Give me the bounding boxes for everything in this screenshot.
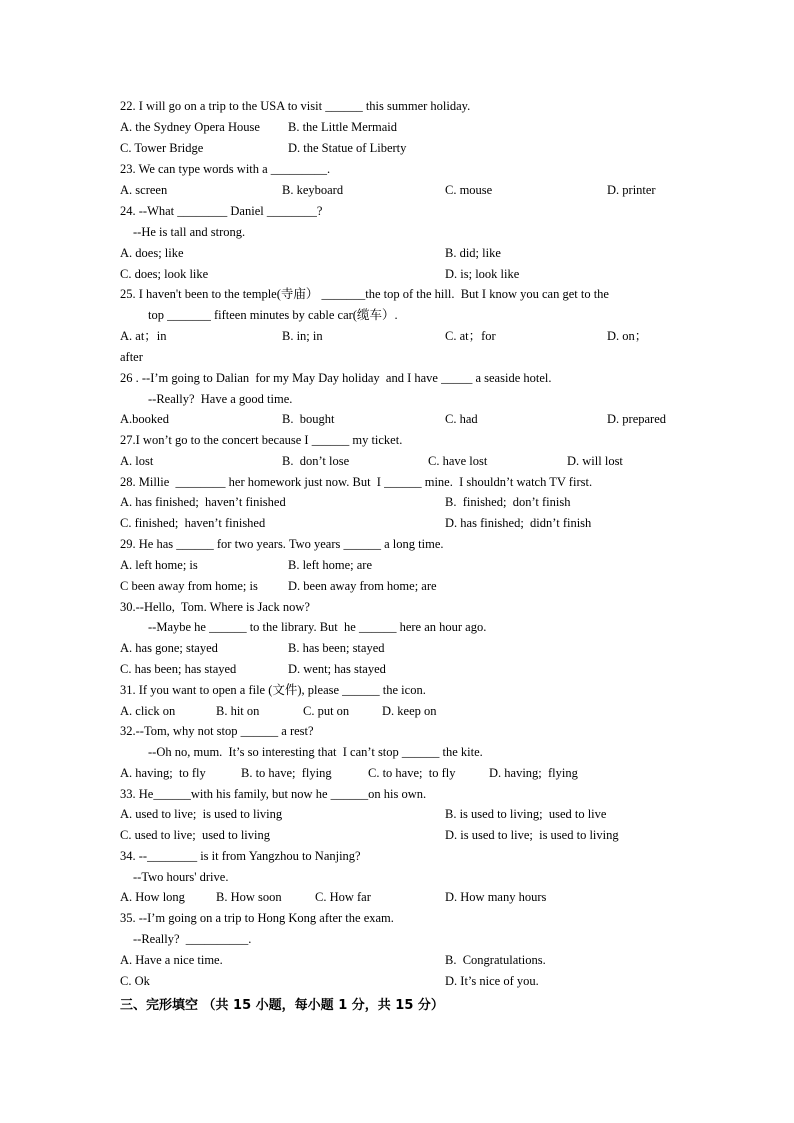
answer-option: A. click on: [120, 704, 176, 718]
answer-option: B. finished; don’t finish: [445, 495, 571, 509]
answer-option: A. used to live; is used to living: [120, 807, 283, 821]
answer-option: B. to have; flying: [241, 766, 332, 780]
answer-option: B. has been; stayed: [288, 641, 385, 655]
answer-option: A. Have a nice time.: [120, 953, 223, 967]
question-text: 24. --What ________ Daniel ________?: [120, 204, 323, 218]
answer-option: B. bought: [282, 412, 335, 426]
answer-option: C. to have; to fly: [368, 766, 456, 780]
answer-option: A. having; to fly: [120, 766, 206, 780]
answer-option: B. the Little Mermaid: [288, 120, 398, 134]
answer-option: C. mouse: [445, 183, 493, 197]
question-text: 22. I will go on a trip to the USA to visit ______ this summer holiday.: [120, 99, 471, 113]
answer-option: C. Tower Bridge: [120, 141, 204, 155]
text-line: [0, 555, 794, 575]
answer-option: A. has finished; haven’t finished: [120, 495, 286, 509]
answer-option: D. will lost: [567, 454, 623, 468]
answer-option: B. How soon: [216, 890, 282, 904]
answer-option: D. on；: [607, 329, 648, 343]
answer-option: B. Congratulations.: [445, 953, 546, 967]
question-text: --Oh no, mum. It’s so interesting that I can’t stop ______ the kite.: [148, 745, 483, 759]
section-heading: [0, 996, 794, 1016]
question-text: 30.--Hello, Tom. Where is Jack now?: [120, 600, 310, 614]
answer-option: B. in; in: [282, 329, 323, 343]
answer-option: B. hit on: [216, 704, 260, 718]
answer-option: C. has been; has stayed: [120, 662, 237, 676]
text-line: [0, 929, 794, 949]
answer-option: D. It’s nice of you.: [445, 974, 539, 988]
text-line: [0, 472, 794, 492]
question-text: 25. I haven't been to the temple(寺庙） _______the top of the hill. But I know you can get to the: [120, 287, 609, 301]
text-line: [0, 368, 794, 388]
answer-option: A. has gone; stayed: [120, 641, 218, 655]
answer-option: C. Ok: [120, 974, 150, 988]
answer-option: C. at；for: [445, 329, 496, 343]
answer-option: B. did; like: [445, 246, 501, 260]
text-line: [0, 867, 794, 887]
answer-option: C. used to live; used to living: [120, 828, 270, 842]
question-text: 31. If you want to open a file (文件), please ______ the icon.: [120, 683, 426, 697]
answer-option: A. left home; is: [120, 558, 198, 572]
text-line: [0, 430, 794, 450]
question-text: 26 . --I’m going to Dalian for my May Day holiday and I have _____ a seaside hotel.: [120, 371, 552, 385]
text-line: [0, 659, 794, 679]
text-line: [0, 96, 794, 116]
answer-option: C. does; look like: [120, 267, 209, 281]
text-line: [0, 763, 794, 783]
answer-option: C been away from home; is: [120, 579, 258, 593]
text-line: [0, 950, 794, 970]
text-line: [0, 409, 794, 429]
text-line: [0, 846, 794, 866]
question-text: 23. We can type words with a _________.: [120, 162, 331, 176]
text-line: [0, 887, 794, 907]
question-text: 29. He has ______ for two years. Two years ______ a long time.: [120, 537, 444, 551]
text-line: [0, 389, 794, 409]
answer-option: B. don’t lose: [282, 454, 350, 468]
text-line: [0, 180, 794, 200]
text-line: [0, 201, 794, 221]
text-line: [0, 908, 794, 928]
question-text: 27.I won’t go to the concert because I ______ my ticket.: [120, 433, 403, 447]
question-text: 33. He______with his family, but now he ______on his own.: [120, 787, 427, 801]
text-line: [0, 138, 794, 158]
answer-option: C. put on: [303, 704, 350, 718]
answer-option: C. finished; haven’t finished: [120, 516, 266, 530]
text-line: [0, 597, 794, 617]
answer-option: D. has finished; didn’t finish: [445, 516, 592, 530]
answer-option: D. the Statue of Liberty: [288, 141, 407, 155]
answer-option: B. is used to living; used to live: [445, 807, 607, 821]
answer-option: D. prepared: [607, 412, 666, 426]
answer-option: C. had: [445, 412, 478, 426]
answer-option: D. How many hours: [445, 890, 547, 904]
answer-option: D. been away from home; are: [288, 579, 437, 593]
section-heading-text: 三、完形填空 （共 15 小题，每小题 1 分，共 15 分）: [120, 998, 444, 1013]
question-text: --Really? __________.: [133, 932, 252, 946]
text-line: [0, 576, 794, 596]
text-line: [0, 347, 794, 367]
answer-option: A. does; like: [120, 246, 184, 260]
text-line: [0, 264, 794, 284]
answer-option: A. the Sydney Opera House: [120, 120, 260, 134]
question-text: 34. --________ is it from Yangzhou to Nanjing?: [120, 849, 361, 863]
text-line: [0, 222, 794, 242]
text-line: [0, 243, 794, 263]
text-line: [0, 451, 794, 471]
question-text: 32.--Tom, why not stop ______ a rest?: [120, 724, 314, 738]
question-text: 35. --I’m going on a trip to Hong Kong after the exam.: [120, 911, 394, 925]
text-line: [0, 326, 794, 346]
answer-option: D. having; flying: [489, 766, 578, 780]
answer-option: D. printer: [607, 183, 656, 197]
question-text: --Maybe he ______ to the library. But he ______ here an hour ago.: [148, 620, 487, 634]
answer-option: A. lost: [120, 454, 154, 468]
text-line: [0, 617, 794, 637]
answer-option: A. How long: [120, 890, 185, 904]
text-line: [0, 305, 794, 325]
answer-option: B. left home; are: [288, 558, 372, 572]
answer-option: D. went; has stayed: [288, 662, 386, 676]
question-text: --Really? Have a good time.: [148, 392, 293, 406]
text-line: [0, 804, 794, 824]
answer-option: A. screen: [120, 183, 168, 197]
answer-option: A.booked: [120, 412, 169, 426]
answer-option: D. is used to live; is used to living: [445, 828, 619, 842]
text-line: [0, 638, 794, 658]
question-text: after: [120, 350, 143, 364]
text-line: [0, 701, 794, 721]
text-line: [0, 159, 794, 179]
question-text: top _______ fifteen minutes by cable car(缆车）.: [148, 308, 398, 322]
answer-option: A. at；in: [120, 329, 167, 343]
text-line: [0, 284, 794, 304]
answer-option: C. have lost: [428, 454, 488, 468]
answer-option: D. keep on: [382, 704, 437, 718]
text-line: [0, 534, 794, 554]
answer-option: D. is; look like: [445, 267, 520, 281]
text-line: [0, 742, 794, 762]
text-line: [0, 825, 794, 845]
question-text: --Two hours' drive.: [133, 870, 229, 884]
question-text: --He is tall and strong.: [133, 225, 246, 239]
text-line: [0, 513, 794, 533]
text-line: [0, 117, 794, 137]
text-line: [0, 784, 794, 804]
text-line: [0, 971, 794, 991]
answer-option: C. How far: [315, 890, 371, 904]
answer-option: B. keyboard: [282, 183, 344, 197]
text-line: [0, 680, 794, 700]
text-line: [0, 492, 794, 512]
text-line: [0, 721, 794, 741]
question-text: 28. Millie ________ her homework just now. But I ______ mine. I shouldn’t watch TV first.: [120, 475, 593, 489]
